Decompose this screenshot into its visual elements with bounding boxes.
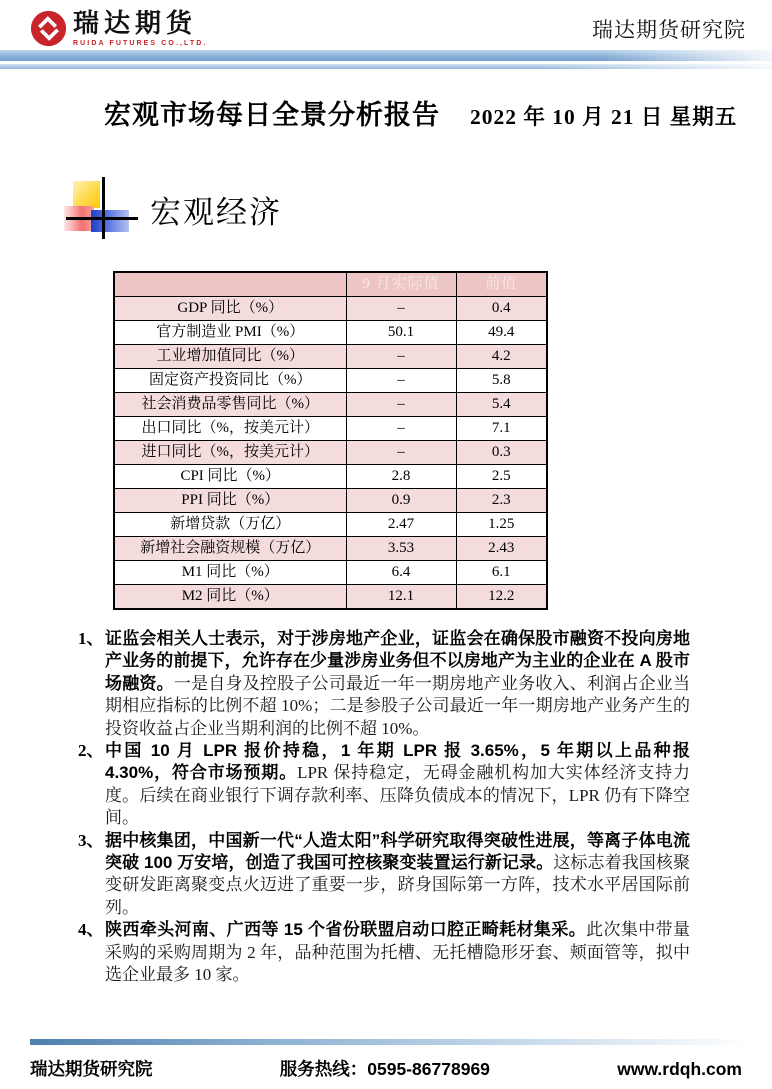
list-item-number: 3、 <box>78 830 104 850</box>
row-previous: 12.2 <box>456 585 547 610</box>
table-row <box>114 561 547 585</box>
row-previous: 7.1 <box>456 417 547 441</box>
list-item <box>78 628 690 740</box>
section-marker-icon <box>64 177 164 241</box>
table-row <box>114 465 547 489</box>
footer-institute: 瑞达期货研究院 <box>30 1059 153 1079</box>
brand-name: 瑞达期货 <box>73 8 198 38</box>
footer-hotline-number: 0595-86778969 <box>367 1059 490 1079</box>
page-header <box>0 0 772 50</box>
list-item-headline: 据中核集团，中国新一代“人造太阳”科学研究取得突破性进展，等离子体电流突破 100 万安培，创造了我国可控核聚变装置运行新记录。 <box>105 830 690 873</box>
row-label: GDP 同比（%） <box>114 297 346 321</box>
row-previous: 1.25 <box>456 513 547 537</box>
report-date: 2022 年 10 月 21 日 星期五 <box>470 105 738 129</box>
table-row <box>114 441 547 465</box>
table-row <box>114 489 547 513</box>
table-row <box>114 585 547 610</box>
ruida-logo-icon <box>30 10 67 47</box>
list-item <box>78 919 690 986</box>
table-row <box>114 537 547 561</box>
list-item-number: 2、 <box>78 741 104 761</box>
row-previous: 2.43 <box>456 537 547 561</box>
row-current: 6.4 <box>346 561 456 585</box>
table-row <box>114 393 547 417</box>
table-row <box>114 513 547 537</box>
list-item-detail: 一是自身及控股子公司最近一年一期房地产业务收入、利润占企业当期相应指标的比例不超 10%；二是参股子公司最近一年一期房地产业务产生的投资收益占企业当期利润的比例不超 10%。 <box>105 673 691 738</box>
row-label: M2 同比（%） <box>114 585 346 610</box>
header-divider-bar-thin <box>0 64 772 69</box>
row-label: PPI 同比（%） <box>114 489 346 513</box>
marker-cross-horizontal <box>66 217 138 220</box>
page-footer <box>30 1039 742 1081</box>
list-item <box>78 740 690 830</box>
footer-hotline <box>280 1056 490 1081</box>
row-previous: 5.4 <box>456 393 547 417</box>
list-item-detail: 此次集中带量采购的采购周期为 2 年，品种范围为托槽、无托槽隐形牙套、颊面管等，拟中选企业最多 10 家。 <box>105 920 691 985</box>
report-title: 宏观市场每日全景分析报告 <box>104 100 440 130</box>
table-row <box>114 369 547 393</box>
table-header-blank <box>114 272 346 297</box>
list-item-headline: 中国 10 月 LPR 报价持稳，1 年期 LPR 报 3.65%，5 年期以上品种报 4.30%，符合市场预期。 <box>105 741 690 783</box>
list-item-detail: 这标志着我国核聚变研发距离聚变点火迈进了重要一步，跻身国际第一方阵，技术水平居国际前列。 <box>105 853 691 917</box>
list-item-text <box>105 919 690 986</box>
row-current: 0.9 <box>346 489 456 513</box>
row-label: 新增社会融资规模（万亿） <box>114 537 346 561</box>
marker-yellow-square <box>73 181 100 208</box>
row-current: – <box>346 393 456 417</box>
list-item-number: 4、 <box>78 920 104 940</box>
row-previous: 2.5 <box>456 465 547 489</box>
row-current: – <box>346 417 456 441</box>
row-label: 社会消费品零售同比（%） <box>114 393 346 417</box>
table-header-current: 9 月实际值 <box>346 272 456 297</box>
list-item <box>78 830 690 920</box>
row-previous: 4.2 <box>456 345 547 369</box>
list-item-number: 1、 <box>78 629 104 648</box>
section-title: 宏观经济 <box>150 195 282 230</box>
row-current: – <box>346 441 456 465</box>
list-item-headline: 证监会相关人士表示，对于涉房地产企业，证监会在确保股市融资不投向房地产业务的前提下，允许存在少量涉房业务但不以房地产为主业的企业在 A 股市场融资。 <box>105 629 690 693</box>
row-previous: 49.4 <box>456 321 547 345</box>
institute-name: 瑞达期货研究院 <box>592 19 746 42</box>
row-previous: 0.3 <box>456 441 547 465</box>
row-label: 新增贷款（万亿） <box>114 513 346 537</box>
row-previous: 0.4 <box>456 297 547 321</box>
row-label: 工业增加值同比（%） <box>114 345 346 369</box>
footer-row <box>30 1056 742 1081</box>
row-label: M1 同比（%） <box>114 561 346 585</box>
header-divider-bar <box>0 50 772 61</box>
row-label: 官方制造业 PMI（%） <box>114 321 346 345</box>
marker-blue-square <box>91 210 129 232</box>
table-header-previous: 前值 <box>456 272 547 297</box>
row-label: CPI 同比（%） <box>114 465 346 489</box>
footer-divider-bar <box>30 1039 742 1045</box>
row-current: 2.8 <box>346 465 456 489</box>
list-item-text <box>105 740 690 830</box>
list-item-text <box>105 830 690 920</box>
row-previous: 2.3 <box>456 489 547 513</box>
row-current: 12.1 <box>346 585 456 610</box>
row-current: – <box>346 297 456 321</box>
row-current: 50.1 <box>346 321 456 345</box>
footer-hotline-label: 服务热线： <box>279 1059 368 1079</box>
section-heading <box>64 177 772 241</box>
table-row <box>114 345 547 369</box>
marker-cross-vertical <box>102 177 105 239</box>
table-row <box>114 417 547 441</box>
row-current: 2.47 <box>346 513 456 537</box>
logo-text-block <box>73 9 207 47</box>
row-label: 出口同比（%，按美元计） <box>114 417 346 441</box>
table-row <box>114 321 547 345</box>
macro-data-table <box>113 271 548 610</box>
brand-subtitle: RUIDA FUTURES CO.,LTD. <box>73 40 208 47</box>
row-previous: 6.1 <box>456 561 547 585</box>
list-item-detail: LPR 保持稳定，无碍金融机构加大实体经济支持力度。后续在商业银行下调存款利率、压降负债成本的情况下，LPR 仍有下降空间。 <box>105 763 690 828</box>
table-header-row <box>114 272 547 297</box>
row-label: 固定资产投资同比（%） <box>114 369 346 393</box>
title-row <box>104 93 772 132</box>
row-current: 3.53 <box>346 537 456 561</box>
row-previous: 5.8 <box>456 369 547 393</box>
row-label: 进口同比（%，按美元计） <box>114 441 346 465</box>
list-item-headline: 陕西牵头河南、广西等 15 个省份联盟启动口腔正畸耗材集采。 <box>105 920 587 940</box>
table-row <box>114 297 547 321</box>
footer-website: www.rdqh.com <box>617 1059 742 1079</box>
row-current: – <box>346 369 456 393</box>
news-list <box>78 628 690 987</box>
list-item-text <box>105 628 690 740</box>
row-current: – <box>346 345 456 369</box>
